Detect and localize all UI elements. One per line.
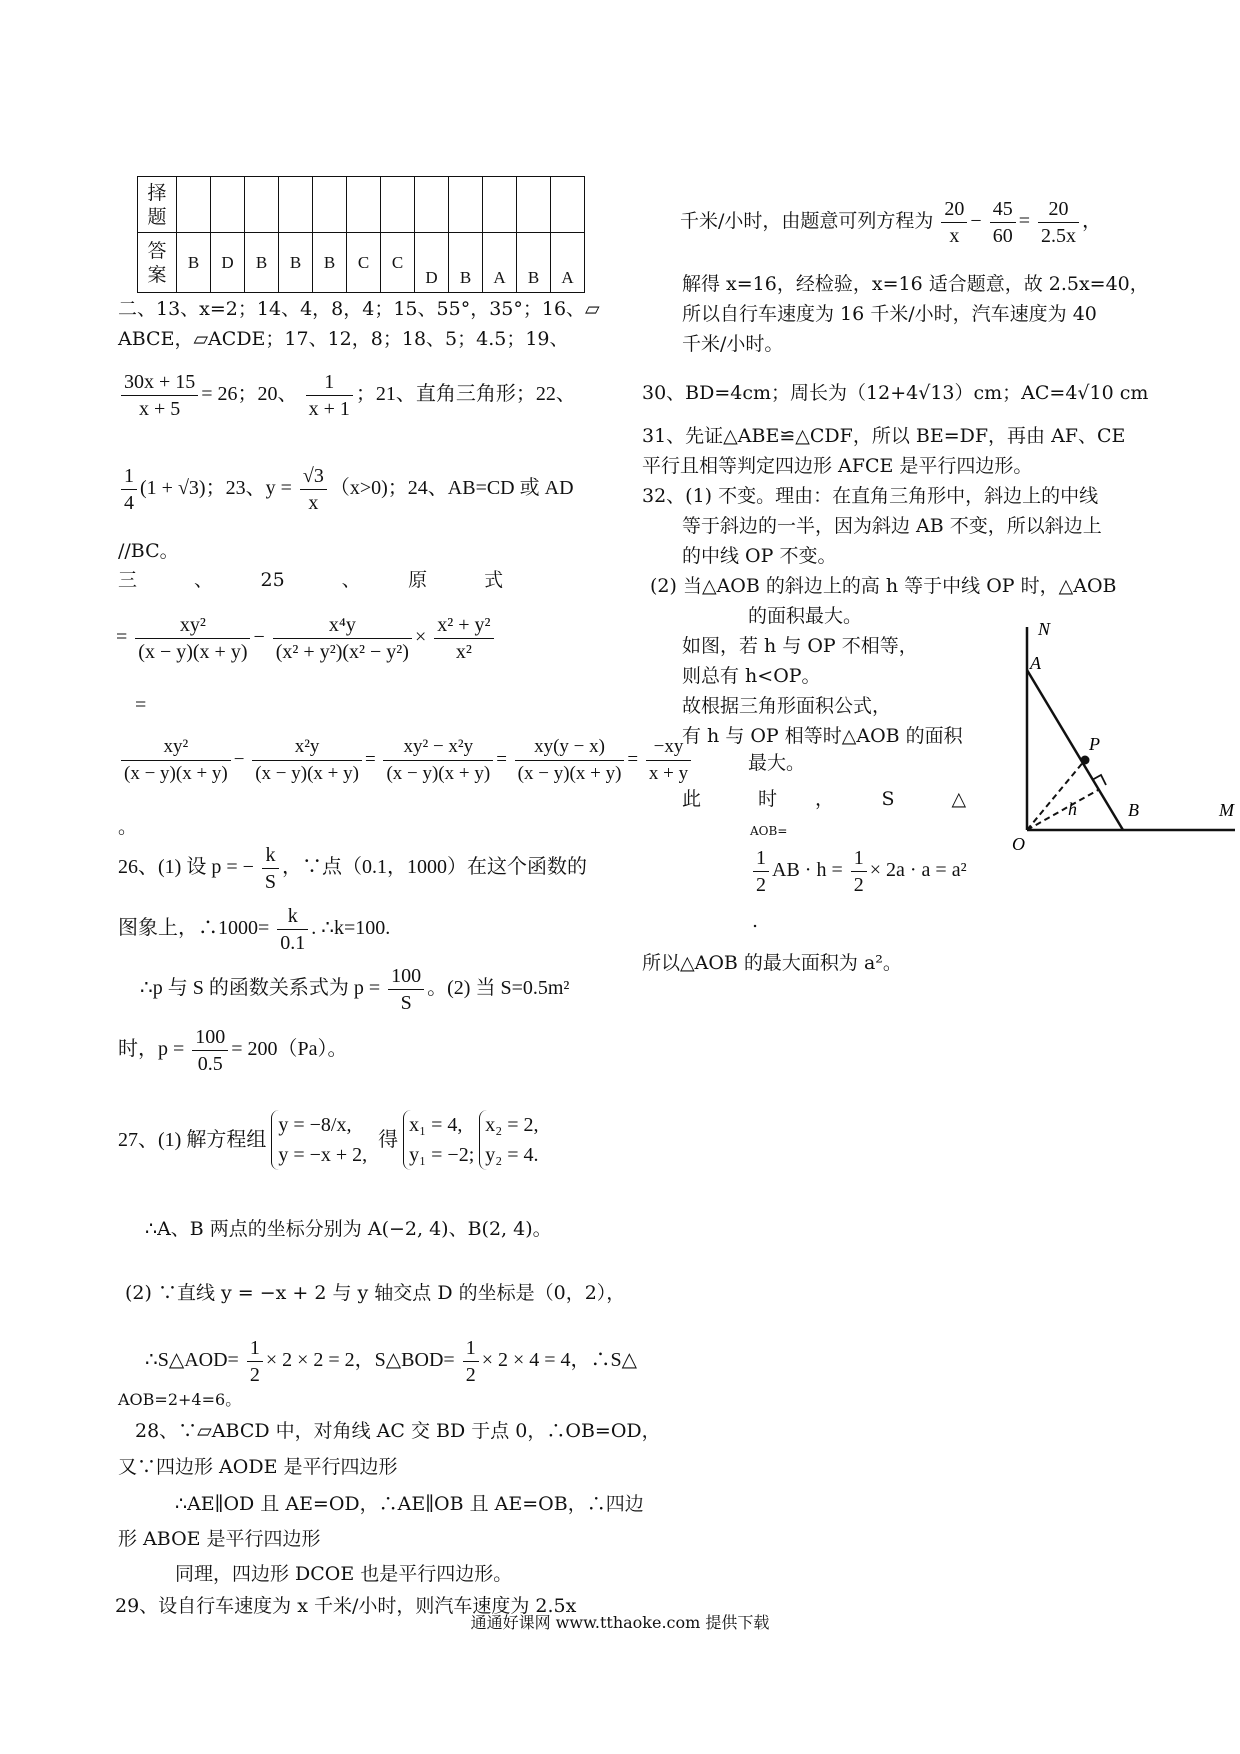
fraction: $\frac{100}{0.5}$ <box>192 1024 228 1077</box>
answer-cell: C <box>347 233 381 293</box>
answer-line: 等于斜边的一半，因为斜边 AB 不变，所以斜边上 <box>682 515 1102 537</box>
answer-line: AOB= <box>750 824 788 838</box>
answer-line: 时，p = $\frac{100}{0.5}$ = 200（Pa）。 <box>118 1026 348 1075</box>
answer-line: $\frac{\text{xy²}}{(x - y)(x + y)}$ − $\frac{\text{x²y}}{(x - y)(x + y)}$ = $\frac{\text{xy² − x²y}}{(x - y)(x + y)}$ = $\frac{xy(y - x)}{(x - y)(x + y)}$ = $\frac{-xy}{x + y}$ <box>118 734 598 787</box>
fraction: $\frac{xy(y - x)}{(x - y)(x + y)}$ <box>515 734 625 787</box>
fraction: $\frac{-xy}{x + y}$ <box>646 734 691 787</box>
table-header-2: 答 案 <box>138 233 177 293</box>
fraction: $\frac{k}{0.1}$ <box>277 903 308 956</box>
fraction: $\frac{\text{xy²}}{(x - y)(x + y)}$ <box>121 734 231 787</box>
answer-line: 30、BD=4cm；周长为（12+4√13）cm；AC=4√10 cm <box>642 382 1149 404</box>
answer-line: 所以△AOB 的最大面积为 a²。 <box>642 952 902 974</box>
answer-line: 的中线 OP 不变。 <box>682 545 837 567</box>
answer-table <box>137 176 585 293</box>
answer-line: 所以自行车速度为 16 千米/小时，汽车速度为 40 <box>682 303 1097 325</box>
answer-line: = <box>135 694 147 716</box>
fraction: $\frac{20}{2.5x}$ <box>1038 196 1079 249</box>
table-header-1: 择 题 <box>138 177 177 233</box>
fraction: $\frac{20}{x}$ <box>941 196 967 249</box>
answer-line: = $\frac{\text{xy²}}{(x - y)(x + y)}$ − $\frac{\text{x⁴y}}{\text{(x² + y²)(x² − y²)}}$ × $\frac{\text{x² + y²}}{\text{x²}}$ <box>116 612 596 665</box>
answer-line: 平行且相等判定四边形 AFCE 是平行四边形。 <box>642 455 1033 477</box>
answer-line: 又∵四边形 AODE 是平行四边形 <box>118 1456 398 1478</box>
fraction: $\frac{45}{60}$ <box>990 196 1016 249</box>
answer-line: ∴p 与 S 的函数关系式为 p = $\frac{100}{S}$ 。(2) 当 S=0.5m² <box>140 965 570 1014</box>
answer-line: 31、先证△ABE≌△CDF，所以 BE=DF，再由 AF、CE <box>642 425 1126 447</box>
answer-line: 千米/小时，由题意可列方程为 $\frac{20}{x}$ − $\frac{45}{60}$ = $\frac{20}{2.5x}$ ， <box>680 198 1102 247</box>
answer-line: (2) ∵直线 y = −x + 2 与 y 轴交点 D 的坐标是（0，2）， <box>125 1282 626 1304</box>
answer-cell: B <box>245 233 279 293</box>
answer-line: 27、(1) 解方程组 y = −8/x, y = −x + 2, 得 x₁ = 4, y₁ = −2; x₂ = 2, y₂ = 4. <box>118 1110 598 1170</box>
fraction: $\frac{\text{xy² − x²y}}{(x - y)(x + y)}$ <box>383 734 493 787</box>
fraction: $\frac{1}{2}$ <box>463 1335 479 1388</box>
answer-line: AOB=2+4=6。 <box>118 1390 242 1409</box>
answer-line: 最大。 <box>748 752 806 774</box>
median-op <box>1027 760 1085 830</box>
fraction: $\frac{1}{x + 1}$ <box>306 369 353 422</box>
answer-line: 千米/小时。 <box>682 333 784 355</box>
answer-line: 则总有 h<OP。 <box>682 665 821 687</box>
fraction: $\frac{1}{2}$ <box>247 1335 263 1388</box>
label-n: N <box>1038 619 1051 639</box>
label-h: h <box>1068 799 1077 819</box>
label-a: A <box>1030 653 1041 673</box>
answer-line: 的面积最大。 <box>748 605 863 627</box>
answer-cell: C <box>381 233 415 293</box>
answer-line: ∴AE∥OD 且 AE=OD，∴AE∥OB 且 AE=OB，∴四边 <box>175 1493 644 1515</box>
answer-line: $\frac{30x + 15}{x + 5}$ = 26；20、 $\frac{1}{x + 1}$ ；21、直角三角形；22、 <box>118 369 598 422</box>
fraction: $\frac{1}{2}$ <box>753 845 769 898</box>
answer-cell: B <box>517 233 551 293</box>
answer-line: 图象上，∴1000= $\frac{k}{0.1}$ . ∴k=100. <box>118 905 391 954</box>
answer-line: 有 h 与 OP 相等时△AOB 的面积 <box>682 725 963 747</box>
fraction: $\frac{√3}{x}$ <box>300 463 327 516</box>
label-m: M <box>1219 800 1234 820</box>
fraction: $\frac{1}{4}$ <box>121 463 137 516</box>
answer-cell: D <box>415 233 449 293</box>
label-p: P <box>1089 734 1100 754</box>
fraction: $\frac{30x + 15}{x + 5}$ <box>121 369 198 422</box>
answer-line: 。 <box>118 816 138 838</box>
fraction: $\frac{\text{xy²}}{(x - y)(x + y)}$ <box>135 612 250 665</box>
answer-line: ∴S△AOD= $\frac{1}{2}$ × 2 × 2 = 2，S△BOD= $\frac{1}{2}$ × 2 × 4 = 4，∴S△ <box>145 1337 638 1386</box>
answer-line: 三 、 25 、 原 式 <box>118 569 504 591</box>
answer-line: ABCE，▱ACDE；17、12，8；18、5；4.5；19、 <box>118 328 569 350</box>
answer-line: 二、13、x=2；14、4，8，4；15、55°，35°；16、▱ <box>118 298 600 320</box>
answer-line: //BC。 <box>118 540 179 562</box>
point-p <box>1081 756 1090 765</box>
answer-line: . <box>752 910 759 932</box>
answer-line: 26、(1) 设 p = − $\frac{k}{S}$ ，∵点（0.1，1000）在这个函数的 <box>118 844 588 893</box>
answer-line: $\frac{1}{4}$ (1 + √3)；23、y = $\frac{√3}{x}$ （x>0)；24、AB=CD 或 AD <box>118 463 598 516</box>
fraction: $\frac{\text{x²y}}{(x - y)(x + y)}$ <box>252 734 362 787</box>
answer-cell: B <box>449 233 483 293</box>
answer-line: 如图，若 h 与 OP 不相等， <box>682 635 918 657</box>
fraction: $\frac{100}{S}$ <box>388 963 424 1016</box>
answer-line: 故根据三角形面积公式， <box>682 695 892 717</box>
answer-line: (2) 当△AOB 的斜边上的高 h 等于中线 OP 时，△AOB <box>650 575 1117 597</box>
answer-line: 同理，四边形 DCOE 也是平行四边形。 <box>175 1563 513 1585</box>
answer-line: 28、∵▱ABCD 中，对角线 AC 交 BD 于点 0，∴OB=OD， <box>135 1420 661 1442</box>
fraction: $\frac{\text{x⁴y}}{\text{(x² + y²)(x² − y²)}}$ <box>273 612 412 665</box>
answer-cell: A <box>483 233 517 293</box>
answer-cell: B <box>177 233 211 293</box>
answer-cell: B <box>279 233 313 293</box>
answer-cell: A <box>551 233 585 293</box>
right-triangle-figure <box>1010 615 1240 855</box>
fraction: $\frac{\text{x² + y²}}{\text{x²}}$ <box>434 612 493 665</box>
label-b: B <box>1128 800 1139 820</box>
answer-line: 32、(1) 不变。理由：在直角三角形中，斜边上的中线 <box>642 485 1099 507</box>
answer-line: ∴A、B 两点的坐标分别为 A(−2, 4)、B(2, 4)。 <box>145 1218 552 1240</box>
answer-cell: B <box>313 233 347 293</box>
fraction: $\frac{k}{S}$ <box>262 842 279 895</box>
answer-line: 形 ABOE 是平行四边形 <box>118 1528 321 1550</box>
answer-line: 解得 x=16，经检验，x=16 适合题意，故 2.5x=40， <box>682 273 1149 295</box>
height-h <box>1027 790 1098 830</box>
footer: 通通好课网 www.tthaoke.com 提供下载 <box>470 1613 770 1632</box>
answer-line: $\frac{1}{2}$ AB · h = $\frac{1}{2}$ × 2a · a = a² <box>750 845 1010 898</box>
label-o: O <box>1012 834 1025 854</box>
answer-cell: D <box>211 233 245 293</box>
fraction: $\frac{1}{2}$ <box>851 845 867 898</box>
answer-line: 29、设自行车速度为 x 千米/小时，则汽车速度为 2.5x <box>115 1595 577 1617</box>
answer-line: 此 时 ， S △ <box>682 788 967 810</box>
